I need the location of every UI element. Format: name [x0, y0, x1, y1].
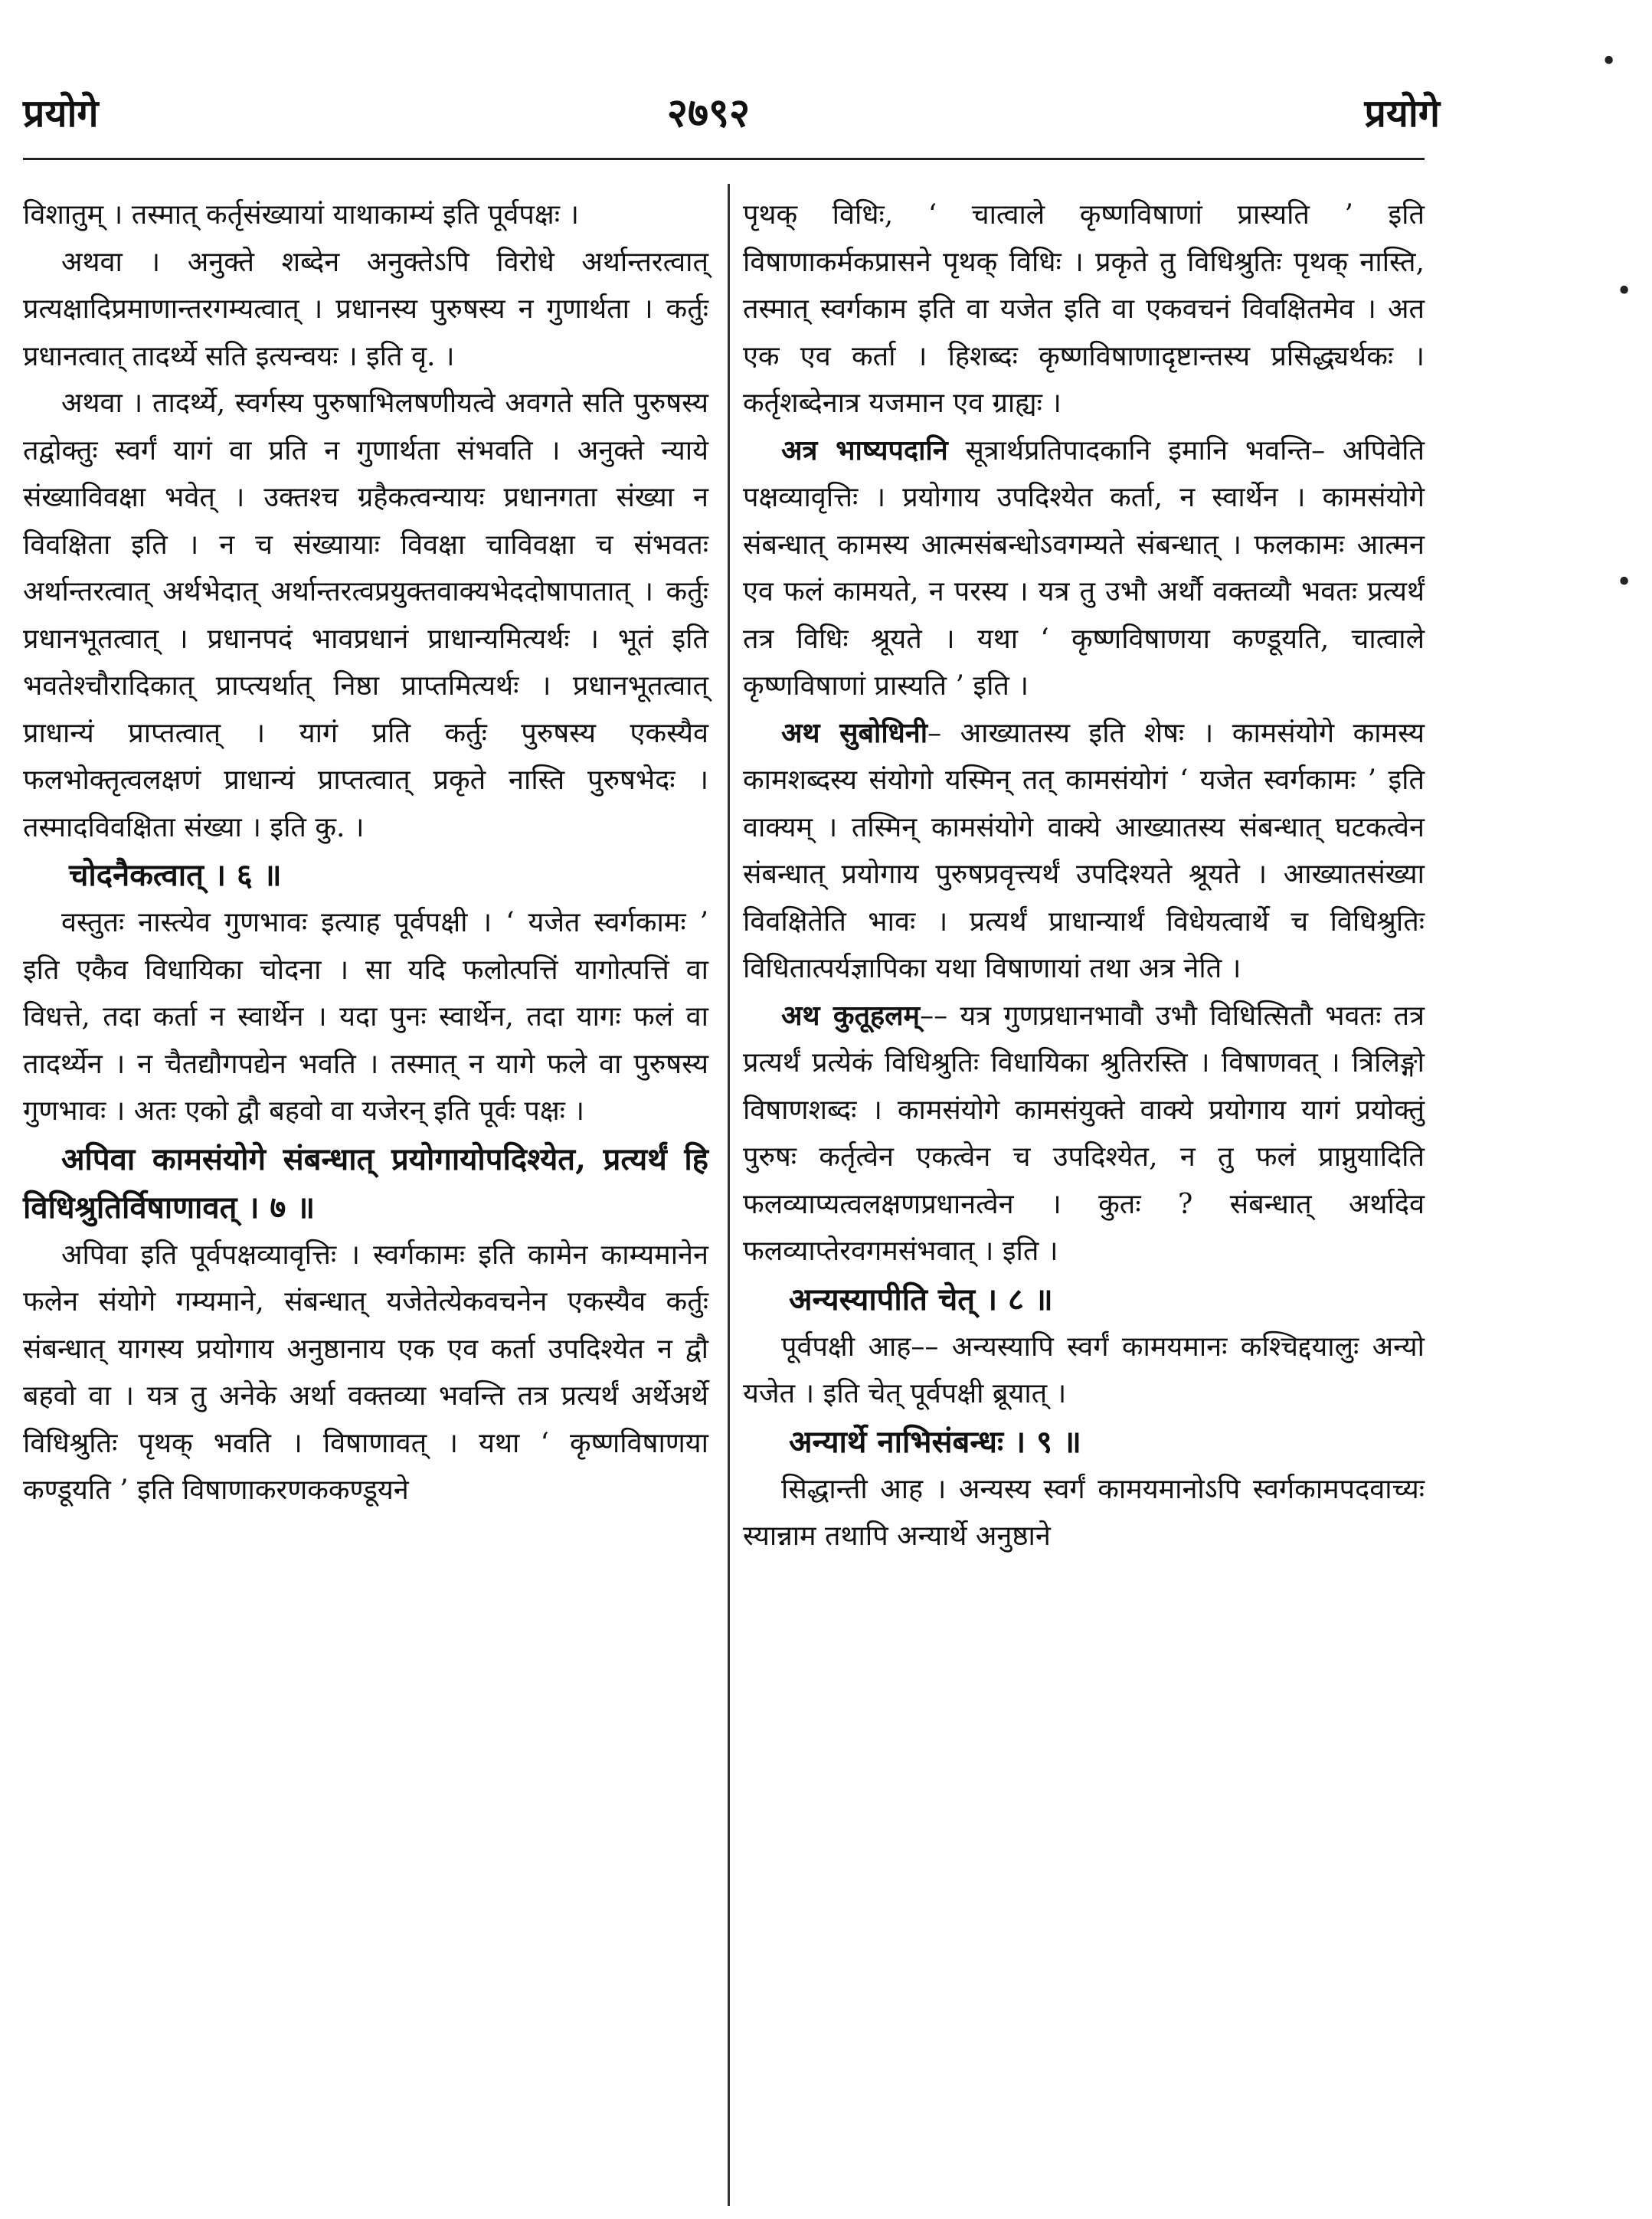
commentary-heading: अथ सुबोधिनी — [781, 716, 928, 749]
right-column — [743, 191, 1425, 1560]
running-header-left: प्रयोगे — [23, 90, 99, 136]
margin-speck: • — [1616, 276, 1633, 307]
paragraph: वस्तुतः नास्त्येव गुणभावः इत्याह पूर्वपक्षी । ‘ यजेत स्वर्गकामः ’ इति एकैव विधायिका चोदना । सा यदि फलोत्पत्तिं यागोत्पत्तिं वा विधत्ते, तदा कर्ता न स्वार्थेन । यदा पुनः स्वार्थेन, तदा यागः फलं वा तादर्थ्येन । न चैतद्यौगपद्येन भवति । तस्मात् न यागे फले वा पुरुषस्य गुणभावः । अतः एको द्वौ बहवो वा यजेरन् इति पूर्वः पक्षः । — [23, 907, 708, 1127]
paragraph: अथवा । अनुक्ते शब्देन अनुक्तेऽपि विरोधे अर्थान्तरत्वात् प्रत्यक्षादिप्रमाणान्तरगम्यत्वात् । प्रधानस्य पुरुषस्य न गुणार्थता । कर्तुः प्रधानत्वात् तादर्थ्ये सति इत्यन्वयः । इति वृ. । — [23, 246, 708, 372]
paragraph: पूर्वपक्षी आह–– अन्यस्यापि स्वर्गं कामयमानः कश्चिद्दयालुः अन्यो यजेत । इति चेत् पूर्वपक्षी ब्रूयात् । — [743, 1330, 1425, 1409]
column-divider — [728, 184, 730, 2206]
commentary-heading: अथ कुतूहलम् — [781, 999, 921, 1032]
paragraph: विशातुम् । तस्मात् कर्तृसंख्यायां याथाकाम्यं इति पूर्वपक्षः । — [23, 199, 580, 231]
paragraph: अपिवा इति पूर्वपक्षव्यावृत्तिः । स्वर्गकामः इति कामेन काम्यमानेन फलेन संयोगे गम्यमाने, संबन्धात् यजेतेत्येकवचनेन एकस्यैव कर्तुः संबन्धात् यागस्य प्रयोगाय अनुष्ठानाय एक एव कर्ता उपदिश्येत न द्वौ बहवो वा । यत्र तु अनेके अर्था वक्तव्या भवन्ति तत्र प्रत्यर्थं अर्थेअर्थे विधिश्रुतिः पृथक् भवति । विषाणावत् । यथा ‘ कृष्णविषाणया कण्डूयति ’ इति विषाणाकरणककण्डूयने — [23, 1239, 708, 1506]
paragraph: अथवा । तादर्थ्ये, स्वर्गस्य पुरुषाभिलषणीयत्वे अवगते सति पुरुषस्य तद्वोक्तुः स्वर्गं यागं वा प्रति न गुणार्थता संभवति । अनुक्ते न्याये संख्याविवक्षा भवेत् । उक्तश्च ग्रहैकत्वन्यायः प्रधानगता संख्या न विवक्षिता इति । न च संख्यायाः विवक्षा चाविवक्षा च संभवतः अर्थान्तरत्वात् अर्थभेदात् अर्थान्तरत्वप्रयुक्तवाक्यभेददोषापातात् । कर्तुः प्रधानभूतत्वात् । प्रधानपदं भावप्रधानं प्राधान्यमित्यर्थः । भूतं इति भवतेश्चौरादिकात् प्राप्त्यर्थात् निष्ठा प्राप्तमित्यर्थः । प्रधानभूतत्वात् प्राधान्यं प्राप्तत्वात् । यागं प्रति कर्तुः पुरुषस्य एकस्यैव फलभोक्तृत्वलक्षणं प्राधान्यं प्राप्तत्वात् प्रकृते नास्ति पुरुषभेदः । तस्मादविवक्षिता संख्या । इति कु. । — [23, 388, 709, 843]
header-rule — [23, 158, 1425, 160]
paragraph: अत्र भाष्यपदानि सूत्रार्थप्रतिपादकानि इमानि भवन्ति– अपिवेति पक्षव्यावृत्तिः । प्रयोगाय उपदिश्येत कर्ता, न स्वार्थेन । कामसंयोगे संबन्धात् कामस्य आत्मसंबन्धोऽवगम्यते संबन्धात् । फलकामः आत्मन एव फलं कामयते, न परस्य । यत्र तु उभौ अर्थौ वक्तव्यौ भवतः प्रत्यर्थं तत्र विधिः श्रूयते । यथा ‘ कृष्णविषाणया कण्डूयति, चात्वाले कृष्णविषाणां प्रास्यति ’ इति । — [743, 434, 1425, 702]
page-number: २७९२ — [666, 90, 751, 136]
running-header-right: प्रयोगे — [1364, 90, 1440, 136]
sutra-heading: अन्यस्यापीति चेत् । ८ ॥ — [789, 1281, 1053, 1317]
sutra-heading: चोदनैकत्वात् । ६ ॥ — [69, 857, 282, 893]
sutra-heading: अपिवा कामसंयोगे संबन्धात् प्रयोगायोपदिश्येत, प्रत्यर्थं हि विधिश्रुतिर्विषाणावत् । ७ ॥ — [23, 1141, 708, 1226]
margin-speck: • — [1601, 46, 1618, 77]
left-column — [23, 191, 708, 1514]
margin-speck: • — [1616, 567, 1633, 598]
paragraph: पृथक् विधिः, ‘ चात्वाले कृष्णविषाणां प्रास्यति ’ इति विषाणाकर्मकप्रासने पृथक् विधिः । प्रकृते तु विधिश्रुतिः पृथक् नास्ति, तस्मात् स्वर्गकाम इति वा यजेत इति वा एकवचनं विवक्षितमेव । अत एक एव कर्ता । हिशब्दः कृष्णविषाणादृष्टान्तस्य प्रसिद्ध्यर्थकः । कर्तृशब्देनात्र यजमान एव ग्राह्यः । — [743, 199, 1425, 419]
paragraph: अथ सुबोधिनी– आख्यातस्य इति शेषः । कामसंयोगे कामस्य कामशब्दस्य संयोगो यस्मिन् तत् कामसंयोगं ‘ यजेत स्वर्गकामः ’ इति वाक्यम् । तस्मिन् कामसंयोगे वाक्ये आख्यातस्य संबन्धात् घटकत्वेन संबन्धात् प्रयोगाय पुरुषप्रवृत्त्यर्थं उपदिश्यते श्रूयते । आख्यातसंख्या विवक्षितेति भावः । प्रत्यर्थं प्राधान्यार्थं विधेयत्वार्थे च विधिश्रुतिः विधितात्पर्यज्ञापिका यथा विषाणायां तथा अत्र नेति । — [743, 716, 1425, 984]
commentary-heading: अत्र भाष्यपदानि — [781, 434, 948, 466]
paragraph: सिद्धान्ती आह । अन्यस्य स्वर्गं कामयमानोऽपि स्वर्गकामपदवाच्यः स्यान्नाम तथापि अन्यार्थे अनुष्ठाने — [743, 1473, 1425, 1552]
sutra-heading: अन्यार्थे नाभिसंबन्धः । ९ ॥ — [789, 1423, 1081, 1460]
paragraph: अथ कुतूहलम्–– यत्र गुणप्रधानभावौ उभौ विधित्सितौ भवतः तत्र प्रत्यर्थं प्रत्येकं विधिश्रुतिः विधायिका श्रुतिरस्ति । विषाणवत् । त्रिलिङ्गो विषाणशब्दः । कामसंयोगे कामसंयुक्ते वाक्ये प्रयोगाय यागं प्रयोक्तुं पुरुषः कर्तृत्वेन एकत्वेन च उपदिश्येत, न तु फलं प्राप्नुयादिति फलव्याप्यत्वलक्षणप्रधानत्वेन । कुतः ? संबन्धात् अर्थादेव फलव्याप्तेरवगमसंभवात् । इति । — [743, 999, 1425, 1267]
